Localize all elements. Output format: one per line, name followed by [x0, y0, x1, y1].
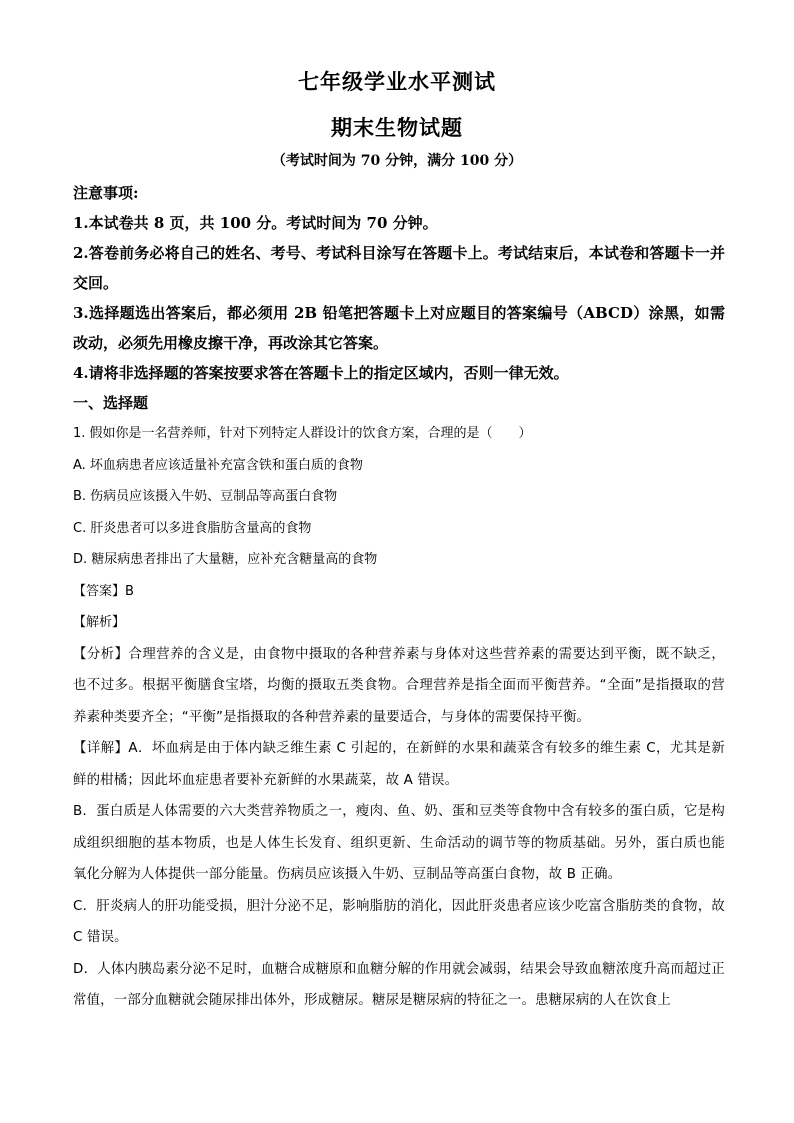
detail-paragraph-d: D．人体内胰岛素分泌不足时，血糖合成糖原和血糖分解的作用就会减弱，结果会导致血糖浓度升高而超过正常值，一部分血糖就会随尿排出体外，形成糖尿。糖尿是糖尿病的特征之一。患糖尿病的人在饮食上: [73, 961, 725, 1008]
analysis-label: 【解析】: [73, 615, 126, 630]
analysis-paragraph: 【分析】合理营养的含义是，由食物中摄取的各种营养素与身体对这些营养素的需要达到平衡，既不缺乏，也不过多。根据平衡膳食宝塔，均衡的摄取五类食物。合理营养是指全面而平衡营养。“全面”是指摄取的营养素种类要齐全；“平衡”是指摄取的各种营养素的量要适合，与身体的需要保持平衡。: [73, 646, 725, 725]
question-option-a: A. 坏血病患者应该适量补充富含铁和蛋白质的食物: [73, 457, 363, 473]
question-option-d: D. 糖尿病患者排出了大量糖，应补充含糖量高的食物: [73, 552, 378, 567]
exam-title: 七年级学业水平测试: [298, 69, 496, 94]
notice-item: 4.请将非选择题的答案按要求答在答题卡上的指定区域内，否则一律无效。: [73, 364, 569, 382]
detail-paragraph-b: B．蛋白质是人体需要的六大类营养物质之一，瘦肉、鱼、奶、蛋和豆类等食物中含有较多的蛋白质，它是构成组织细胞的基本物质，也是人体生长发育、组织更新、生命活动的调节等的物质基础。另外，蛋白质也能氧化分解为人体提供一部分能量。伤病员应该摄入牛奶、豆制品等高蛋白食物，故 B 正确。: [73, 804, 725, 882]
question-option-c: C. 肝炎患者可以多进食脂肪含量高的食物: [73, 520, 312, 536]
detail-paragraph-c: C．肝炎病人的肝功能受损，胆汁分泌不足，影响脂肪的消化，因此肝炎患者应该少吃富含脂肪类的食物，故 C 错误。: [73, 898, 725, 945]
exam-duration-note: （考试时间为 70 分钟，满分 100 分）: [271, 153, 523, 169]
document-body: [73, 178, 725, 1017]
notice-item: 3.选择题选出答案后，都必须用 2B 铅笔把答题卡上对应题目的答案编号（ABCD）涂黑，如需改动，必须先用橡皮擦干净，再改涂其它答案。: [73, 304, 725, 352]
notice-heading: 注意事项:: [73, 184, 139, 202]
question-option-b: B. 伤病员应该摄入牛奶、豆制品等高蛋白食物: [73, 489, 338, 504]
detail-paragraph-a: 【详解】A．坏血病是由于体内缺乏维生素 C 引起的，在新鲜的水果和蔬菜含有较多的维生素 C，尤其是新鲜的柑橘；因此坏血症患者要补充新鲜的水果蔬菜，故 A 错误。: [73, 741, 725, 788]
exam-subject-title: 期末生物试题: [331, 115, 463, 140]
answer-label: 【答案】B: [73, 583, 134, 599]
notice-item: 2.答卷前务必将自己的姓名、考号、考试科目涂写在答题卡上。考试结束后，本试卷和答题卡一并交回。: [73, 244, 725, 292]
question-stem: 1. 假如你是一名营养师，针对下列特定人群设计的饮食方案，合理的是（ ）: [73, 426, 532, 441]
notice-item: 1.本试卷共 8 页，共 100 分。考试时间为 70 分钟。: [73, 214, 438, 232]
section-heading: 一、选择题: [73, 394, 149, 412]
